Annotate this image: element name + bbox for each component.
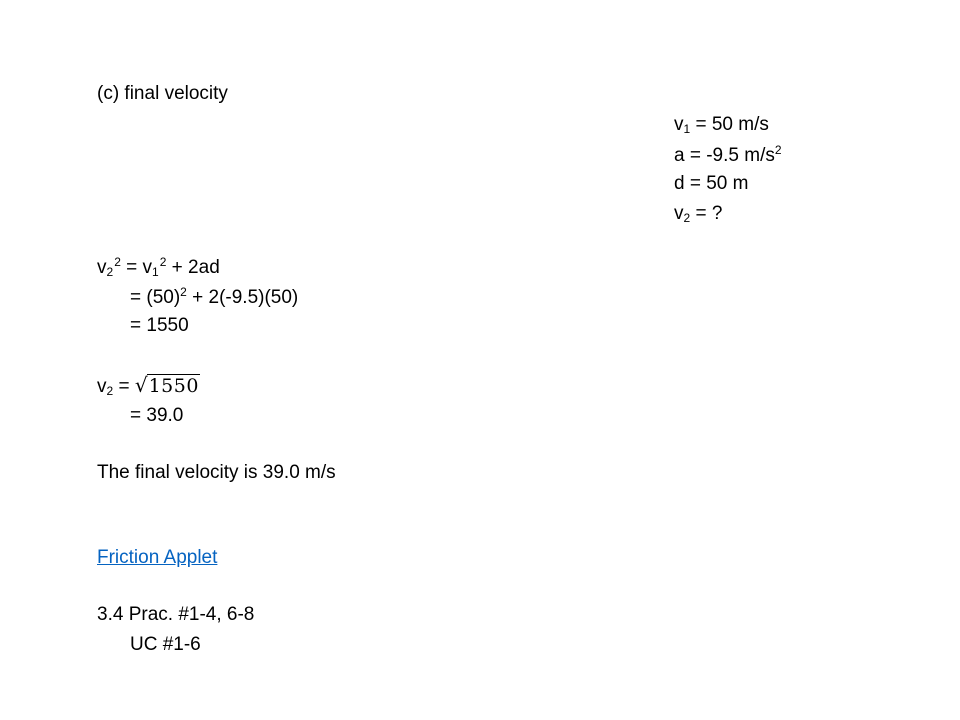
given-v1 — [674, 113, 769, 137]
eq1-rhs-sub: 1 — [152, 265, 159, 279]
given-v2-value: = ? — [690, 203, 723, 224]
conclusion-text: The final velocity is 39.0 m/s — [97, 462, 336, 483]
given-distance: d = 50 m — [674, 173, 749, 194]
eq1-lhs-sub: 2 — [106, 265, 114, 279]
equation-kinematic — [97, 256, 220, 280]
given-v2-sub: 2 — [683, 211, 691, 225]
eq1-lhs-sup: 2 — [114, 255, 121, 269]
given-v1-sub: 1 — [683, 122, 691, 136]
eq1-lhs-v: v — [97, 257, 107, 278]
given-v1-symbol: v — [674, 114, 684, 135]
square-root-expression — [135, 373, 200, 398]
equation-substitution — [130, 286, 298, 310]
eq2-lhs-sub: 2 — [106, 384, 114, 398]
eq1-rhs-sup: 2 — [159, 255, 167, 269]
eq1-step2-b: + 2(-9.5)(50) — [186, 287, 299, 308]
eq2-equals: = — [113, 376, 135, 397]
radical-sign: √ — [134, 373, 148, 397]
assignment-understanding-check: UC #1-6 — [130, 634, 201, 655]
friction-applet-link-row — [97, 546, 217, 570]
eq2-lhs-v: v — [97, 376, 107, 397]
friction-applet-link[interactable]: Friction Applet — [97, 547, 218, 568]
radicand: 1550 — [148, 375, 199, 397]
given-v2-symbol: v — [674, 203, 684, 224]
eq1-mid: = v — [120, 257, 153, 278]
assignment-practice: 3.4 Prac. #1-4, 6-8 — [97, 604, 255, 625]
given-v2 — [674, 202, 722, 226]
given-v1-value: = 50 m/s — [690, 114, 769, 135]
given-a-text: a = -9.5 m/s — [674, 145, 775, 166]
equation-square-root — [97, 373, 200, 399]
given-acceleration — [674, 144, 782, 168]
eq1-tail: + 2ad — [166, 257, 220, 278]
eq1-step2-sup: 2 — [180, 285, 187, 299]
eq1-step2-a: = (50) — [130, 287, 181, 308]
equation-result-squared: = 1550 — [130, 315, 189, 336]
given-a-sup: 2 — [774, 143, 782, 157]
part-heading: (c) final velocity — [97, 83, 228, 104]
equation-final-value: = 39.0 — [130, 405, 184, 426]
